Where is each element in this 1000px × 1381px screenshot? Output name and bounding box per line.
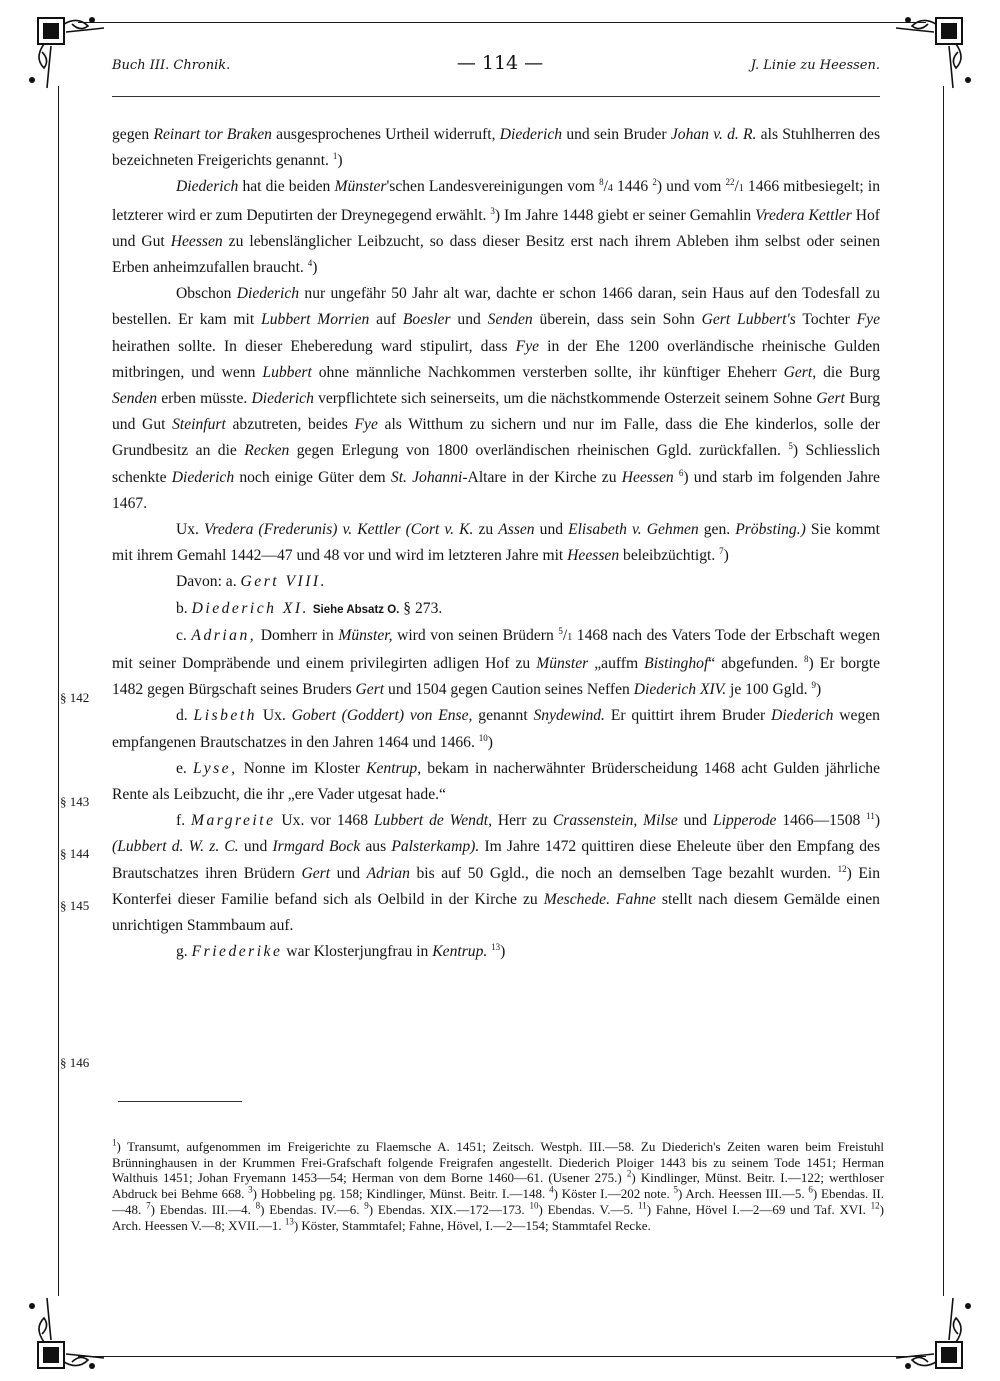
text-run: ) — [815, 681, 822, 699]
text-run: Friederike — [191, 943, 283, 961]
text-run: ) Köster, Stammtafel; Fahne, Hövel, I.—2—154; Stammtafel Recke. — [293, 1217, 651, 1233]
text-run: und sein Bruder — [562, 126, 671, 143]
text-run: Gert — [355, 681, 385, 699]
text-run: ) — [723, 547, 729, 565]
child-d — [112, 703, 880, 755]
child-f — [112, 808, 880, 939]
text-run: Gert Lubbert's — [701, 311, 796, 329]
text-run: noch einige Güter dem — [234, 468, 391, 486]
text-run: Gert, — [783, 363, 817, 381]
text-run: / — [562, 626, 568, 644]
text-run: Gobert (Goddert) von Ense, — [291, 707, 473, 725]
child-g — [112, 939, 880, 965]
text-run: Heessen — [567, 547, 620, 565]
text-run: verpflichtete sich seinerseits, um die nächstkommende Osterzeit seinem Sohne — [313, 390, 817, 408]
text-run: Adrian — [366, 864, 410, 882]
text-run: 1468 nach des Vaters Tode der Erbschaft wegen mit seiner Dompräbende und einem privilegirten adligen Hof zu — [112, 626, 881, 673]
text-run: Nonne im Kloster — [237, 759, 367, 777]
text-run: f. — [176, 812, 191, 830]
text-run: 'schen Landesvereinigungen vom — [386, 178, 600, 196]
text-run: Ux. — [256, 707, 292, 725]
text-run: 3 — [490, 205, 495, 216]
text-run: bis auf 50 Ggld., die noch an demselben Tage bezahlt wurden. — [409, 864, 838, 882]
text-run: zu lebenslänglicher Leibzucht, so dass dieser Besitz erst nach ihrem Ableben ihm selbst oder seinen Erben anheimzufallen braucht. — [112, 232, 880, 277]
text-run: Diederich — [176, 178, 239, 196]
text-run: 8 — [803, 653, 809, 664]
text-run: 10 — [478, 732, 488, 743]
text-run: Recken — [244, 442, 290, 460]
text-run: Margreite — [190, 812, 276, 830]
child-e — [112, 756, 880, 808]
text-run: 1 — [738, 183, 744, 195]
text-run: ohne männliche Nachkommen versterben sollte, ihr künftiger Eheherr — [311, 363, 784, 381]
text-run: Pröbsting.) — [735, 521, 806, 539]
text-run: Ux. vor 1468 — [275, 812, 374, 830]
text-run: b. — [176, 599, 192, 617]
text-run: 4 — [607, 183, 613, 195]
text-run: ) Hobbeling pg. 158; Kindlinger, Münst. Beitr. I.—148. — [252, 1186, 550, 1202]
text-run: Heessen — [621, 468, 674, 486]
text-run: 11 — [866, 811, 875, 822]
text-run: 3 — [248, 1184, 253, 1195]
text-run: -Altare in der Kirche zu — [462, 468, 622, 486]
text-run: St. Johanni — [390, 468, 463, 486]
text-run: Tochter — [795, 311, 857, 329]
text-run: ) und starb im folgenden Jahre 1467. — [112, 468, 880, 512]
text-run: 2 — [652, 177, 657, 188]
text-run: Lubbert — [262, 363, 312, 381]
text-run: 9 — [364, 1200, 369, 1211]
text-run: erben müsste. — [157, 390, 252, 408]
text-run: Münster, — [338, 626, 393, 644]
text-run: § 273. — [399, 599, 443, 617]
text-run: Bistinghof — [644, 655, 709, 673]
text-run: Diederich — [236, 285, 300, 303]
text-run: Assen — [498, 521, 535, 539]
footnote-rule — [118, 1101, 242, 1102]
text-run: hat die beiden — [238, 178, 335, 196]
text-run: ausgesprochenes Urtheil widerruft, — [271, 126, 500, 143]
text-run: 13 — [491, 942, 501, 953]
text-run: 1466—1508 — [776, 812, 867, 830]
text-run: Gert — [816, 390, 845, 408]
text-run: Gert — [301, 864, 331, 882]
text-run: 4 — [549, 1184, 554, 1195]
frame-top-line — [78, 22, 926, 23]
text-run: Herr zu — [492, 812, 553, 830]
text-run: Elisabeth v. Gehmen — [568, 521, 699, 539]
text-run: 4 — [307, 257, 313, 268]
paragraph-2 — [112, 174, 880, 281]
child-a — [112, 569, 880, 595]
text-run: Senden — [112, 390, 158, 408]
text-run: Palsterkamp). — [391, 838, 480, 856]
text-run: ) — [500, 943, 506, 961]
text-run: “ abgefunden. — [708, 655, 804, 673]
text-run: Gert VIII. — [240, 573, 328, 591]
text-run: Diederich XIV. — [633, 681, 727, 699]
text-run: ) Fahne, Hövel I.—2—69 und Taf. XVI. — [646, 1201, 871, 1217]
margin-note-143: § 143 — [60, 794, 90, 809]
text-run: gen. — [698, 521, 736, 539]
text-run: Hof und Gut — [112, 206, 880, 250]
text-run: Diederich — [251, 390, 314, 408]
text-run: / — [734, 178, 739, 196]
frame-bottom-line — [78, 1356, 926, 1357]
text-run: g. — [176, 943, 192, 961]
text-run: Vredera (Frederunis) v. Kettler (Cort v. K. — [204, 521, 474, 539]
text-run: abzutreten, beides — [225, 416, 355, 434]
text-run: ) — [874, 812, 881, 830]
text-run: Kentrup. — [432, 943, 488, 961]
text-run: genannt — [472, 707, 534, 725]
page-number: — 114 — — [456, 52, 544, 74]
text-run: die Burg — [816, 363, 880, 381]
text-run: und — [330, 864, 367, 882]
text-run: Lubbert Morrien — [261, 311, 370, 329]
paragraph-3 — [112, 281, 880, 517]
paragraph-1 — [112, 122, 880, 174]
text-run: 5 — [673, 1184, 678, 1195]
text-run: c. — [176, 626, 192, 644]
text-run: und — [238, 838, 273, 856]
text-run: Senden — [487, 311, 533, 329]
corner-ornament-bottom-left — [22, 1290, 108, 1376]
text-run: Siehe Absatz O. — [312, 603, 400, 616]
text-run: ) Arch. Heessen V.—8; XVII.—1. — [112, 1201, 884, 1233]
text-run: 5 — [788, 441, 793, 452]
text-run: Fye — [354, 416, 378, 434]
text-run: als Witthum zu sichern und nur im Falle, dass die Ehe kinderlos, solle der Grundbesitz an die — [112, 416, 880, 460]
text-run: Lubbert de Wendt, — [373, 812, 492, 830]
text-run: Lipperode — [712, 812, 777, 830]
text-run: ) — [337, 152, 343, 170]
header-right: J. Linie zu Heessen. — [750, 58, 880, 73]
text-run: 8 — [599, 177, 604, 188]
text-run: ) Transumt, aufgenommen im Freigerichte zu Flaemsche A. 1451; Zeitsch. Westph. III.—58. Zu Diederich's Zeiten waren beim Freistuhl Brünninghausen in der Krummen Frei-Grafschaft folgende Freigrafen angestellt. Diederich Ploiger 1443 bis zu seinem Tode 1451; Herman Walthuis 1451; Johan Fryemann 1453—54; Herman von dem Borne 1460—61. (Usener 275.) — [112, 1139, 884, 1186]
text-run: Münster — [536, 655, 589, 673]
text-run: 1 — [332, 151, 338, 162]
text-run: je 100 Ggld. — [726, 681, 812, 699]
text-run: Lisbeth — [193, 707, 257, 725]
text-run: ) Kindlinger, Münst. Beitr. I.—122; werthloser Abdruck bei Behme 668. — [112, 1170, 884, 1202]
text-run: 7 — [146, 1200, 151, 1211]
text-run: Davon: a. — [176, 573, 241, 591]
text-run: Snydewind. — [533, 707, 605, 725]
text-run: „auffm — [588, 655, 645, 673]
text-run: Er quittirt ihrem Bruder — [604, 707, 772, 725]
text-run: 6 — [678, 467, 684, 478]
text-run: und — [534, 521, 569, 539]
text-run: 12 — [837, 863, 847, 874]
text-run: Reinart tor Braken — [153, 126, 272, 143]
text-run: auf — [369, 311, 403, 329]
corner-ornament-bottom-right — [892, 1290, 978, 1376]
header-rule — [112, 96, 880, 97]
text-run: wegen empfangenen Brautschatzes in den Jahren 1464 und 1466. — [112, 707, 880, 751]
text-run: Boesler — [402, 311, 451, 329]
text-run: Johan v. d. R. — [670, 126, 757, 143]
text-run: 8 — [255, 1200, 261, 1211]
text-run: als Stuhlherren des bezeichneten Freigerichts genannt. — [112, 126, 881, 170]
text-run: Kentrup, — [366, 759, 422, 777]
text-run: nur ungefähr 50 Jahr alt war, dachte er schon 1466 daran, sein Haus auf den Todesfall zu bestellen. Er kam mit — [112, 285, 880, 329]
text-run: Irmgard Bock — [272, 838, 361, 856]
text-run: ) Arch. Heessen III.—5. — [678, 1186, 809, 1202]
text-run: ) Ebendas. V.—5. — [538, 1201, 639, 1217]
text-run: aus — [360, 838, 392, 856]
text-run: Münster — [334, 178, 387, 196]
text-run: 11 — [638, 1200, 647, 1211]
text-run: 1466 mitbesiegelt; in letzterer wird er zum Deputirten der Dreynegegend erwählt. — [112, 178, 881, 224]
text-run: ) Ein Konterfei dieser Familie befand sich als Oelbild in der Kirche zu — [112, 864, 881, 908]
text-run: Steinfurt — [172, 416, 226, 434]
text-run: und — [450, 311, 488, 329]
text-run: Adrian, — [191, 626, 257, 644]
text-run: stellt nach diesem Gemälde einen unrichtigen Stammbaum auf. — [112, 890, 880, 935]
text-run: 1 — [112, 1137, 117, 1148]
margin-note-144: § 144 — [60, 846, 90, 861]
text-run: gegen Erlegung von 1800 overländischen rheinischen Ggld. zurückfallen. — [289, 442, 789, 460]
text-run: Diederich — [171, 468, 235, 486]
header-left: Buch III. Chronik. — [112, 58, 231, 73]
text-run: 5 — [558, 625, 563, 636]
text-run: Ux. — [176, 521, 204, 539]
text-run: Diederich — [771, 707, 834, 725]
text-run: ) — [487, 733, 493, 751]
text-run: war Klosterjungfrau in — [282, 943, 433, 961]
text-run: beleibzüchtigt. — [619, 547, 720, 565]
text-run: 9 — [811, 680, 816, 691]
text-run: in der Ehe 1200 overländische rheinische Gulden mitbringen, und wenn — [112, 337, 881, 381]
text-run: bekam in nacherwähnter Brüderscheidung 1468 acht Gulden jährliche Rente als Leibzucht, die ihr „ere Vader utgesat hade.“ — [112, 759, 880, 804]
text-run: Fahne — [616, 890, 656, 908]
text-run: ) Im Jahre 1448 giebt er seiner Gemahlin — [494, 206, 756, 224]
text-run: 1 — [567, 631, 573, 643]
text-run: 10 — [529, 1200, 539, 1211]
margin-note-145: § 145 — [60, 898, 90, 913]
text-run: 2 — [626, 1169, 632, 1180]
text-run: wird von seinen Brüdern — [392, 626, 559, 644]
text-run: heirathen sollte. In dieser Eheberedung ward stipulirt, dass — [112, 337, 516, 355]
text-run: und 1504 gegen Caution seines Neffen — [384, 681, 634, 699]
margin-note-142: § 142 — [60, 690, 90, 705]
text-run: gegen — [112, 126, 154, 143]
text-run: Fye — [856, 311, 881, 329]
text-run: 13 — [284, 1216, 294, 1227]
text-run: ) und vom — [656, 178, 726, 196]
text-run: ) Er borgte 1482 gegen Bürgschaft seines Bruders — [112, 655, 881, 699]
text-run: überein, dass sein Sohn — [532, 311, 702, 329]
text-run: 12 — [870, 1200, 880, 1211]
text-run: zu — [473, 521, 499, 539]
main-text — [112, 122, 880, 966]
paragraph-4 — [112, 517, 880, 569]
text-run: 1446 — [612, 178, 653, 196]
text-run: ) Schliesslich schenkte — [112, 442, 880, 486]
text-run: ) — [312, 259, 318, 277]
text-run: Heessen — [170, 232, 223, 250]
text-run: Fye — [515, 337, 540, 355]
margin-note-146: § 146 — [60, 1055, 90, 1070]
text-run: Crassenstein, Milse — [552, 812, 678, 830]
text-run: (Lubbert d. W. z. C. — [112, 838, 239, 856]
text-run: Domherr in — [256, 626, 339, 644]
text-run: ) Ebendas. II.—48. — [112, 1186, 885, 1217]
text-run: 22 — [725, 177, 735, 188]
text-run: Diederich — [499, 126, 563, 143]
text-run: / — [603, 178, 608, 196]
text-run: e. — [176, 759, 193, 777]
text-run: Im Jahre 1472 quittiren diese Eheleute über den Empfang des Brautschatzes ihren Brüdern — [112, 838, 881, 882]
text-run: d. — [176, 707, 194, 725]
text-run: Burg und Gut — [112, 390, 880, 434]
text-run: Diederich XI. — [191, 599, 309, 617]
text-run: Meschede. — [543, 890, 610, 908]
text-run: 7 — [719, 546, 724, 557]
text-run: Sie kommt mit ihrem Gemahl 1442—47 und 48 vor und wird im letzteren Jahre mit — [112, 521, 880, 565]
text-run: ) Ebendas. XIX.—172—173. — [368, 1201, 530, 1217]
text-run: ) Köster I.—202 note. — [553, 1186, 674, 1202]
text-run: 6 — [808, 1184, 813, 1195]
text-run: Obschon — [176, 285, 237, 303]
text-run: ) Ebendas. IV.—6. — [260, 1201, 365, 1217]
child-b — [112, 596, 880, 623]
frame-right-line — [943, 86, 944, 1296]
footnotes — [112, 1139, 884, 1233]
frame-left-line — [58, 86, 59, 1296]
text-run: Lyse, — [192, 759, 238, 777]
text-run: und — [677, 812, 713, 830]
text-run: Vredera Kettler — [755, 206, 852, 224]
child-c — [112, 623, 880, 704]
text-run: ) Ebendas. III.—4. — [150, 1201, 256, 1217]
